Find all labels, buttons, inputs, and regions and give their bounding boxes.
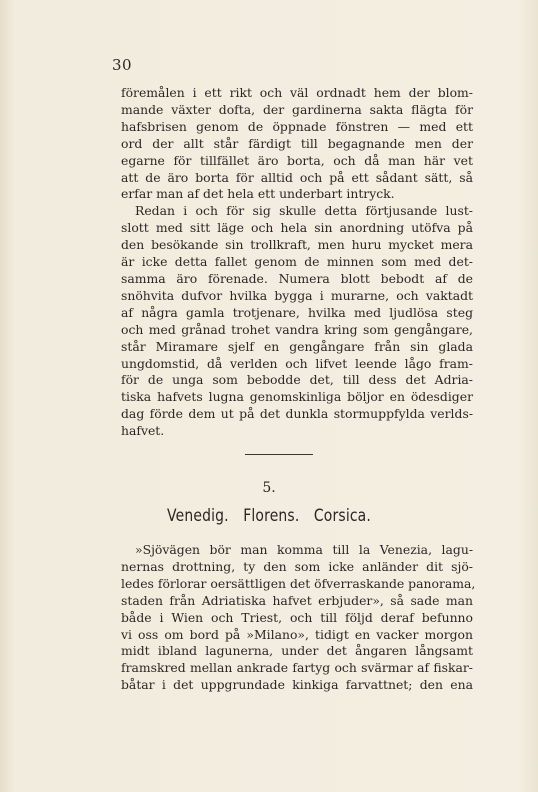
text-line: att de äro borta för alltid och på ett sådant sätt, så	[121, 169, 473, 185]
text-line: och med grånad trohet vandra kring som gengångare,	[121, 321, 473, 337]
text-line: både i Wien och Triest, och till följd deraf befunno	[121, 609, 473, 625]
text-line: Redan i och för sig skulle detta förtjusande lust-	[135, 203, 473, 219]
text-line: hafvet.	[121, 423, 165, 439]
text-line: staden från Adriatiska hafvet erbjuder», så sade man	[121, 592, 473, 608]
text-block-bottom	[121, 542, 476, 694]
text-line: är icke detta fallet genom de minnen som med det-	[121, 254, 473, 270]
text-line: framskred mellan ankrade fartyg och svärmar af fiskar-	[121, 660, 473, 676]
text-line: egarne för tillfället äro borta, och då man här vet	[121, 152, 473, 168]
text-line: dag förde dem ut på det dunkla stormuppfylda verlds-	[121, 406, 473, 422]
text-line: »Sjövägen bör man komma till la Venezia, lagu-	[135, 542, 473, 557]
text-line: båtar i det uppgrundade kinkiga farvattnet; den ena	[121, 677, 473, 693]
text-line: tiska hafvets lugna genomskinliga böljor en ödesdiger	[121, 389, 473, 405]
text-block-top	[121, 85, 473, 440]
text-line: föremålen i ett rikt och väl ordnadt hem der blom-	[121, 85, 473, 100]
text-line: den besökande sin trollkraft, men huru mycket mera	[121, 237, 473, 253]
text-line: vi oss om bord på »Milano», tidigt en vacker morgon	[121, 626, 473, 642]
text-line: af några gamla trotjenare, hvilka med ljudlösa steg	[121, 304, 473, 320]
paragraph	[121, 203, 473, 440]
text-line: slott med sitt läge och hela sin anordning utöfva på	[121, 220, 473, 236]
text-line: samma äro förenade. Numera blott bebodt af de	[121, 270, 473, 286]
text-line: ord der allt står färdigt till begagnande men der	[121, 135, 473, 151]
paragraph	[121, 85, 473, 203]
chapter-title-part: Venedig.	[166, 506, 229, 526]
text-line: erfar man af det hela ett underbart intryck.	[121, 186, 395, 202]
text-line: för de unga som bebodde det, till dess det Adria-	[121, 372, 473, 388]
section-number: 5.	[262, 480, 276, 496]
text-line: hafsbrisen genom de öppnade fönstren — med ett	[121, 118, 473, 134]
text-line: nernas drottning, ty den som icke anländer dit sjö-	[121, 558, 473, 574]
chapter-title-part: Corsica.	[313, 506, 371, 526]
page-number: 30	[112, 56, 133, 74]
section-divider	[245, 454, 313, 455]
text-line: snöhvita dufvor hvilka bygga i murarne, och vaktadt	[121, 287, 473, 303]
text-line: midt ibland lagunerna, under det ångaren långsamt	[121, 643, 473, 659]
text-line: står Miramare sjelf en gengångare från sin glada	[121, 338, 473, 354]
text-line: ungdomstid, då verlden och lifvet leende lågo fram-	[121, 355, 473, 371]
text-line: mande växter dofta, der gardinerna sakta flägta för	[121, 101, 473, 117]
chapter-title-part: Florens.	[243, 506, 300, 526]
chapter-title	[48, 506, 489, 526]
text-line: ledes förlorar oersättligen det öfverraskande panorama,	[121, 575, 476, 591]
paragraph	[121, 542, 476, 694]
